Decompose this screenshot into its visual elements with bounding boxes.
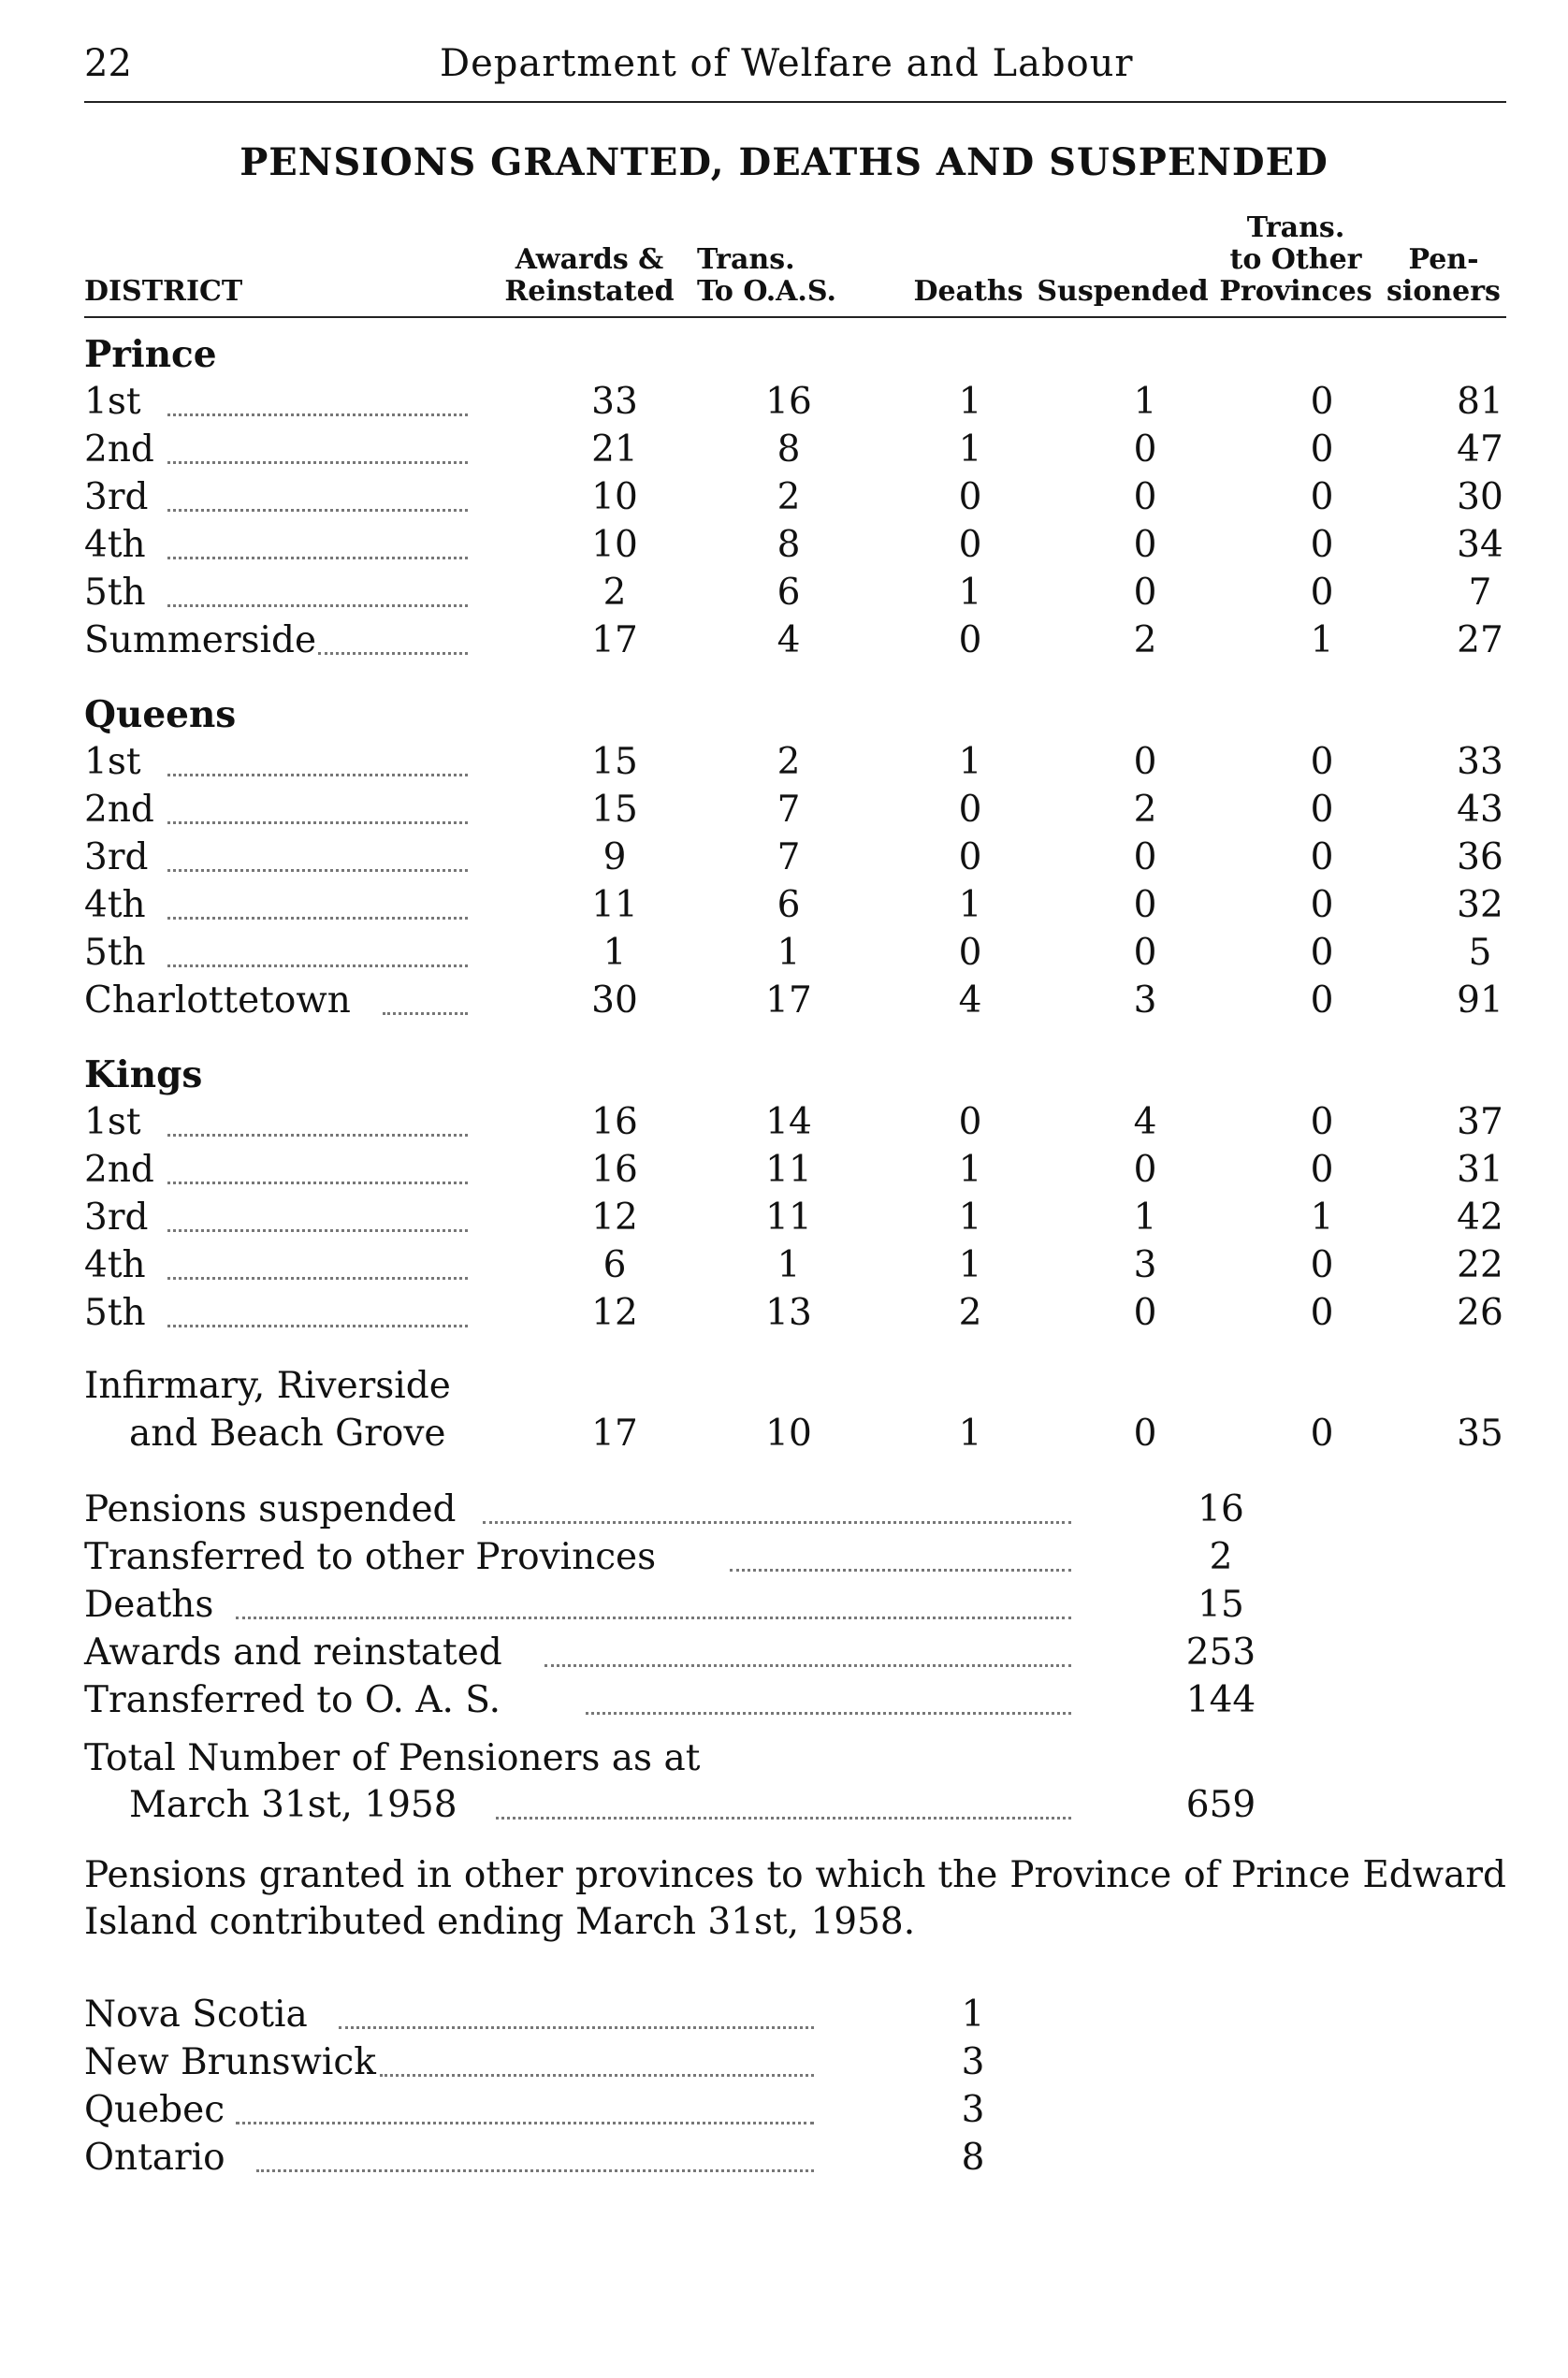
cell-trans-other: 0 bbox=[1310, 1149, 1334, 1191]
col-header-trans-other: Trans. to Other Provinces bbox=[1219, 211, 1372, 308]
cell-deaths: 0 bbox=[958, 476, 982, 518]
cell-deaths: 2 bbox=[958, 1292, 982, 1334]
district-label: 4th bbox=[84, 884, 146, 926]
cell-suspended: 0 bbox=[1133, 741, 1157, 783]
summary-label: Transferred to O. A. S. bbox=[84, 1679, 501, 1721]
summary-label: Deaths bbox=[84, 1584, 214, 1626]
district-label: and Beach Grove bbox=[129, 1413, 446, 1455]
cell-trans-other: 0 bbox=[1310, 1244, 1334, 1286]
dot-leader bbox=[167, 1273, 468, 1280]
dot-leader bbox=[380, 2070, 814, 2077]
cell-deaths: 0 bbox=[958, 932, 982, 974]
dot-leader bbox=[318, 648, 468, 655]
district-label: 5th bbox=[84, 932, 146, 974]
dot-leader bbox=[167, 1225, 468, 1232]
cell-suspended: 1 bbox=[1133, 1196, 1157, 1239]
district-label: 4th bbox=[84, 524, 146, 566]
cell-pensioners: 35 bbox=[1457, 1413, 1503, 1455]
province-value: 8 bbox=[961, 2137, 985, 2179]
cell-trans-other: 0 bbox=[1310, 836, 1334, 878]
cell-trans-other: 0 bbox=[1310, 524, 1334, 566]
cell-suspended: 0 bbox=[1133, 836, 1157, 878]
cell-awards: 16 bbox=[591, 1149, 638, 1191]
total-label-line1: Total Number of Pensioners as at bbox=[84, 1737, 701, 1779]
cell-pensioners: 30 bbox=[1457, 476, 1503, 518]
cell-trans-oas: 1 bbox=[777, 932, 801, 974]
dot-leader bbox=[167, 818, 468, 824]
cell-trans-oas: 14 bbox=[765, 1101, 812, 1143]
district-label: Summerside bbox=[84, 619, 317, 661]
dot-leader bbox=[383, 1008, 468, 1015]
cell-awards: 12 bbox=[591, 1196, 638, 1239]
cell-trans-oas: 11 bbox=[765, 1149, 812, 1191]
cell-suspended: 0 bbox=[1133, 476, 1157, 518]
summary-value: 15 bbox=[1198, 1584, 1244, 1626]
cell-awards: 10 bbox=[591, 476, 638, 518]
header-rule bbox=[84, 101, 1506, 103]
dot-leader bbox=[167, 410, 468, 416]
cell-trans-other: 0 bbox=[1310, 979, 1334, 1022]
cell-awards: 15 bbox=[591, 741, 638, 783]
cell-deaths: 1 bbox=[958, 884, 982, 926]
district-label: 2nd bbox=[84, 1149, 154, 1191]
cell-pensioners: 36 bbox=[1457, 836, 1503, 878]
district-label: 1st bbox=[84, 741, 141, 783]
dot-leader bbox=[730, 1565, 1071, 1572]
cell-pensioners: 27 bbox=[1457, 619, 1503, 661]
cell-awards: 17 bbox=[591, 1413, 638, 1455]
cell-pensioners: 32 bbox=[1457, 884, 1503, 926]
cell-awards: 1 bbox=[603, 932, 627, 974]
district-label: 5th bbox=[84, 1292, 146, 1334]
cell-suspended: 4 bbox=[1133, 1101, 1157, 1143]
dot-leader bbox=[167, 865, 468, 872]
cell-suspended: 0 bbox=[1133, 1413, 1157, 1455]
cell-trans-other: 0 bbox=[1310, 741, 1334, 783]
dot-leader bbox=[167, 1321, 468, 1327]
cell-trans-other: 0 bbox=[1310, 1292, 1334, 1334]
summary-value: 16 bbox=[1198, 1488, 1244, 1530]
col-header-district: DISTRICT bbox=[84, 275, 243, 308]
cell-suspended: 0 bbox=[1133, 1292, 1157, 1334]
group-heading: Kings bbox=[84, 1053, 203, 1096]
cell-pensioners: 37 bbox=[1457, 1101, 1503, 1143]
cell-deaths: 1 bbox=[958, 572, 982, 614]
cell-trans-oas: 8 bbox=[777, 524, 801, 566]
cell-suspended: 0 bbox=[1133, 572, 1157, 614]
cell-pensioners: 31 bbox=[1457, 1149, 1503, 1191]
district-label: 3rd bbox=[84, 1196, 149, 1239]
dot-leader bbox=[339, 2023, 814, 2029]
dot-leader bbox=[236, 1613, 1071, 1619]
cell-pensioners: 81 bbox=[1457, 381, 1503, 423]
cell-trans-other: 0 bbox=[1310, 932, 1334, 974]
dot-leader bbox=[586, 1708, 1071, 1715]
cell-trans-oas: 8 bbox=[777, 428, 801, 471]
dot-leader bbox=[167, 553, 468, 559]
cell-awards: 10 bbox=[591, 524, 638, 566]
running-header: Department of Welfare and Labour bbox=[440, 42, 1134, 85]
cell-trans-other: 0 bbox=[1310, 428, 1334, 471]
page-title: PENSIONS GRANTED, DEATHS AND SUSPENDED bbox=[240, 140, 1328, 184]
cell-awards: 17 bbox=[591, 619, 638, 661]
dot-leader bbox=[544, 1660, 1071, 1667]
cell-deaths: 0 bbox=[958, 789, 982, 831]
province-label: Quebec bbox=[84, 2089, 225, 2131]
cell-pensioners: 26 bbox=[1457, 1292, 1503, 1334]
col-header-pensioners: Pen- sioners bbox=[1387, 243, 1501, 308]
note-paragraph: Pensions granted in other provinces to which the Province of Prince Edward Island contributed ending March 31st, 1958. bbox=[84, 1854, 1506, 1943]
summary-label: Awards and reinstated bbox=[84, 1631, 502, 1674]
dot-leader bbox=[483, 1517, 1071, 1524]
cell-trans-oas: 2 bbox=[777, 476, 801, 518]
cell-suspended: 3 bbox=[1133, 979, 1157, 1022]
group-heading: Prince bbox=[84, 333, 217, 376]
district-label: 5th bbox=[84, 572, 146, 614]
district-label: 3rd bbox=[84, 836, 149, 878]
cell-awards: 21 bbox=[591, 428, 638, 471]
cell-deaths: 1 bbox=[958, 1149, 982, 1191]
cell-trans-oas: 11 bbox=[765, 1196, 812, 1239]
summary-value: 253 bbox=[1185, 1631, 1256, 1674]
district-label: 3rd bbox=[84, 476, 149, 518]
cell-pensioners: 7 bbox=[1468, 572, 1492, 614]
cell-deaths: 0 bbox=[958, 524, 982, 566]
cell-deaths: 1 bbox=[958, 741, 982, 783]
cell-trans-oas: 1 bbox=[777, 1244, 801, 1286]
cell-awards: 12 bbox=[591, 1292, 638, 1334]
cell-deaths: 1 bbox=[958, 1413, 982, 1455]
cell-pensioners: 91 bbox=[1457, 979, 1503, 1022]
cell-pensioners: 34 bbox=[1457, 524, 1503, 566]
province-label: New Brunswick bbox=[84, 2041, 376, 2083]
dot-leader bbox=[167, 457, 468, 464]
cell-trans-oas: 2 bbox=[777, 741, 801, 783]
cell-deaths: 1 bbox=[958, 1244, 982, 1286]
dot-leader bbox=[256, 2166, 814, 2172]
summary-value: 144 bbox=[1185, 1679, 1256, 1721]
province-value: 3 bbox=[961, 2041, 985, 2083]
cell-pensioners: 43 bbox=[1457, 789, 1503, 831]
cell-suspended: 3 bbox=[1133, 1244, 1157, 1286]
cell-suspended: 0 bbox=[1133, 524, 1157, 566]
dot-leader bbox=[167, 505, 468, 512]
cell-trans-oas: 4 bbox=[777, 619, 801, 661]
cell-deaths: 1 bbox=[958, 381, 982, 423]
group-heading: Queens bbox=[84, 693, 237, 736]
summary-value: 2 bbox=[1209, 1536, 1233, 1578]
cell-trans-oas: 6 bbox=[777, 884, 801, 926]
cell-awards: 11 bbox=[591, 884, 638, 926]
total-value: 659 bbox=[1185, 1784, 1256, 1826]
cell-awards: 15 bbox=[591, 789, 638, 831]
district-label: 1st bbox=[84, 1101, 141, 1143]
cell-deaths: 0 bbox=[958, 836, 982, 878]
dot-leader bbox=[167, 913, 468, 920]
summary-label: Pensions suspended bbox=[84, 1488, 457, 1530]
dot-leader bbox=[167, 961, 468, 967]
cell-awards: 33 bbox=[591, 381, 638, 423]
dot-leader bbox=[236, 2118, 814, 2124]
cell-trans-other: 0 bbox=[1310, 476, 1334, 518]
dot-leader bbox=[167, 770, 468, 776]
total-label-line2: March 31st, 1958 bbox=[129, 1784, 457, 1826]
district-label: 1st bbox=[84, 381, 141, 423]
district-label: 2nd bbox=[84, 428, 154, 471]
col-header-deaths: Deaths bbox=[913, 275, 1024, 308]
cell-trans-other: 1 bbox=[1310, 1196, 1334, 1239]
cell-suspended: 0 bbox=[1133, 932, 1157, 974]
cell-deaths: 0 bbox=[958, 619, 982, 661]
cell-awards: 2 bbox=[603, 572, 627, 614]
dot-leader bbox=[167, 1178, 468, 1184]
col-header-awards: Awards & Reinstated bbox=[504, 243, 675, 308]
cell-awards: 30 bbox=[591, 979, 638, 1022]
cell-trans-oas: 17 bbox=[765, 979, 812, 1022]
cell-trans-other: 0 bbox=[1310, 884, 1334, 926]
cell-trans-oas: 16 bbox=[765, 381, 812, 423]
province-label: Ontario bbox=[84, 2137, 225, 2179]
cell-awards: 9 bbox=[603, 836, 627, 878]
cell-suspended: 2 bbox=[1133, 619, 1157, 661]
cell-suspended: 1 bbox=[1133, 381, 1157, 423]
cell-suspended: 0 bbox=[1133, 428, 1157, 471]
dot-leader bbox=[167, 1130, 468, 1137]
district-label: 2nd bbox=[84, 789, 154, 831]
cell-trans-oas: 6 bbox=[777, 572, 801, 614]
cell-deaths: 1 bbox=[958, 428, 982, 471]
table-header-rule bbox=[84, 316, 1506, 318]
cell-trans-other: 1 bbox=[1310, 619, 1334, 661]
cell-trans-oas: 7 bbox=[777, 789, 801, 831]
summary-label: Transferred to other Provinces bbox=[84, 1536, 657, 1578]
dot-leader bbox=[167, 601, 468, 607]
district-label: 4th bbox=[84, 1244, 146, 1286]
cell-trans-oas: 7 bbox=[777, 836, 801, 878]
cell-trans-other: 0 bbox=[1310, 572, 1334, 614]
cell-pensioners: 5 bbox=[1468, 932, 1492, 974]
cell-suspended: 2 bbox=[1133, 789, 1157, 831]
cell-pensioners: 33 bbox=[1457, 741, 1503, 783]
province-value: 1 bbox=[961, 1994, 985, 2036]
cell-awards: 16 bbox=[591, 1101, 638, 1143]
district-label: Infirmary, Riverside bbox=[84, 1365, 451, 1407]
cell-awards: 6 bbox=[603, 1244, 627, 1286]
cell-trans-oas: 10 bbox=[765, 1413, 812, 1455]
district-label: Charlottetown bbox=[84, 979, 351, 1022]
col-header-trans-oas: Trans. To O.A.S. bbox=[697, 243, 836, 308]
col-header-suspended: Suspended bbox=[1037, 275, 1209, 308]
cell-pensioners: 47 bbox=[1457, 428, 1503, 471]
cell-deaths: 0 bbox=[958, 1101, 982, 1143]
cell-pensioners: 42 bbox=[1457, 1196, 1503, 1239]
cell-suspended: 0 bbox=[1133, 884, 1157, 926]
province-label: Nova Scotia bbox=[84, 1994, 308, 2036]
cell-deaths: 1 bbox=[958, 1196, 982, 1239]
cell-trans-other: 0 bbox=[1310, 789, 1334, 831]
cell-pensioners: 22 bbox=[1457, 1244, 1503, 1286]
province-value: 3 bbox=[961, 2089, 985, 2131]
cell-trans-other: 0 bbox=[1310, 1413, 1334, 1455]
dot-leader bbox=[496, 1813, 1071, 1820]
cell-trans-oas: 13 bbox=[765, 1292, 812, 1334]
cell-deaths: 4 bbox=[958, 979, 982, 1022]
page-number: 22 bbox=[84, 42, 132, 85]
cell-trans-other: 0 bbox=[1310, 381, 1334, 423]
cell-suspended: 0 bbox=[1133, 1149, 1157, 1191]
cell-trans-other: 0 bbox=[1310, 1101, 1334, 1143]
